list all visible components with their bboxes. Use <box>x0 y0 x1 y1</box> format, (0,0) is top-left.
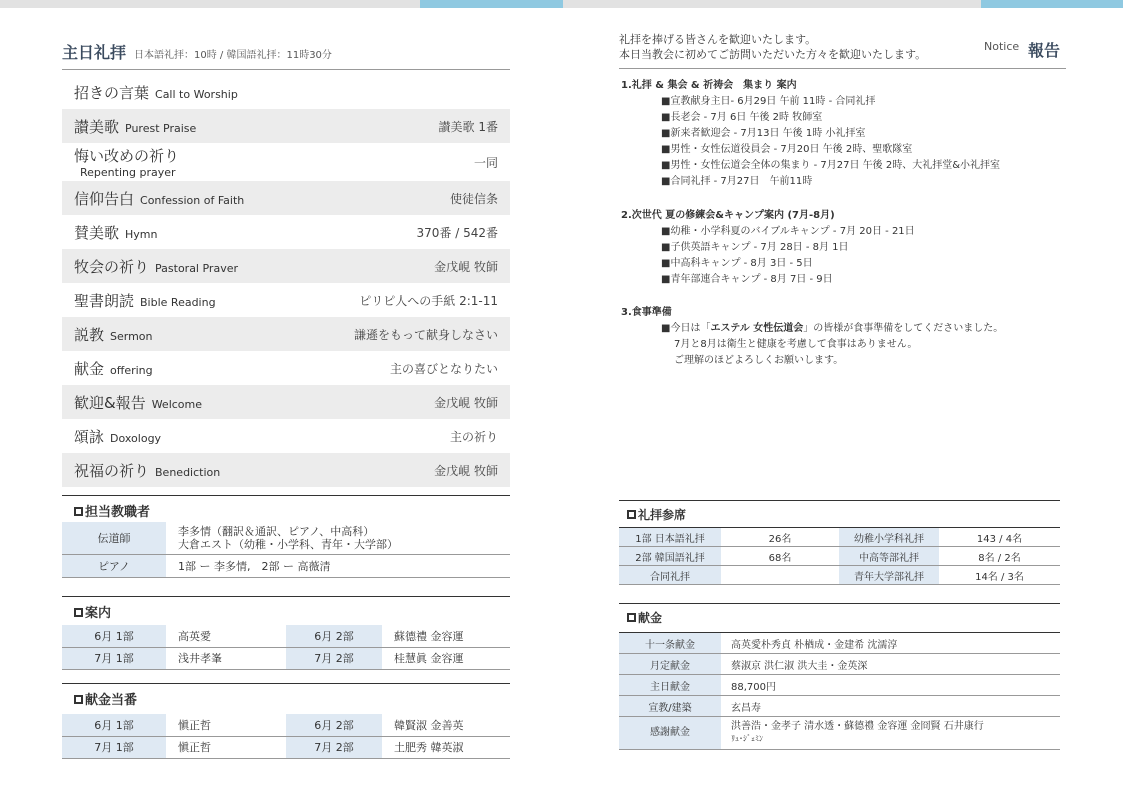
staff-role: ピアノ <box>62 554 166 577</box>
attendance-label: 幼稚小学科礼拝 <box>839 528 939 547</box>
attendance-title-text: 礼拝参席 <box>638 508 687 522</box>
order-item-jp: 祝福の祈り <box>74 461 150 480</box>
guide-name: 高英愛 <box>166 625 286 647</box>
order-item-jp: 牧会の祈り <box>74 257 150 276</box>
staff-title-text: 担当教職者 <box>85 505 151 520</box>
square-bullet-icon <box>627 613 636 622</box>
announcement-item: ■新来者歓迎会 - 7月13日 午後 1時 小礼拝室 <box>661 128 866 139</box>
order-row <box>62 109 510 143</box>
staff-names: 1部 ー 李多情, 2部 ー 高薇清 <box>166 554 510 577</box>
offering-names: 高英愛朴秀貞 朴楢成・金建希 沈濡淳 <box>721 633 1060 654</box>
guide-section-title <box>62 596 510 622</box>
announcement-item: ■中高科キャンプ - 8月 3日 - 5日 <box>661 258 813 269</box>
attendance-label: 2部 韓国語礼拝 <box>619 547 721 566</box>
offering-amount: 88,700円 <box>721 675 1060 696</box>
order-item-en: Benediction <box>155 465 221 479</box>
welcome-line: 本日当教会に初めてご訪問いただいた方々を歓迎いたします。 <box>619 48 927 61</box>
worship-header <box>62 40 510 70</box>
staff-line: 大倉エスト（幼稚・小学科、青年・大学部） <box>178 537 398 551</box>
duty-month: 7月 1部 <box>62 736 166 758</box>
staff-table <box>62 522 510 578</box>
order-item-en: Sermon <box>110 329 153 343</box>
order-item-jp: 献金 <box>74 359 105 378</box>
offering-names-line: ﾘｭ･ｼﾞｪﾐﾝ <box>731 734 763 743</box>
guide-month: 6月 1部 <box>62 625 166 647</box>
offering-names <box>721 717 1060 750</box>
order-item-en: Pastoral Praver <box>155 261 238 275</box>
order-item-value: 370番 / 542番 <box>416 225 498 240</box>
guide-name: 蘇德禮 金容運 <box>382 625 510 647</box>
offering-duty-title-text: 献金当番 <box>85 693 138 708</box>
order-item-value: ピリピ人への手紙 2:1-11 <box>359 293 498 308</box>
announcement-item: ■青年部連合キャンプ - 8月 7日 - 9日 <box>661 274 833 285</box>
order-item-en: Bible Reading <box>140 295 216 309</box>
duty-name: 韓賢淑 金善英 <box>382 714 510 736</box>
guide-table <box>62 625 510 670</box>
announcement-item: ■男性・女性伝道会全体の集まり - 7月27日 午後 2時、大礼拝堂&小礼拝室 <box>661 160 1001 171</box>
order-item-jp: 説教 <box>74 325 105 344</box>
order-item-value: 金戊峴 牧師 <box>434 463 498 478</box>
announcement-item: ■幼稚・小学科夏のバイブルキャンプ - 7月 20日 - 21日 <box>661 226 915 237</box>
order-row <box>62 215 510 249</box>
order-row <box>62 75 510 109</box>
announcement-item: ■宣教献身主日- 6月29日 午前 11時 - 合同礼拝 <box>661 96 876 107</box>
announcement-item: ■合同礼拝 - 7月27日 午前11時 <box>661 176 813 187</box>
table-row <box>619 654 1060 675</box>
order-item-value: 讃美歌 1番 <box>438 119 498 134</box>
square-bullet-icon <box>74 507 83 516</box>
announcement-item: ■子供英語キャンプ - 7月 28日 - 8月 1日 <box>661 242 849 253</box>
order-row <box>62 181 510 215</box>
duty-name: 土肥秀 韓英淑 <box>382 736 510 758</box>
order-item-jp: 賛美歌 <box>74 223 120 242</box>
table-row <box>62 625 510 647</box>
offering-type: 月定献金 <box>619 654 721 675</box>
order-item-en: Purest Praise <box>125 121 197 135</box>
worship-times: 日本語礼拝：10時 / 韓国語礼拝：11時30分 <box>134 50 332 61</box>
duty-month: 7月 2部 <box>286 736 382 758</box>
table-row <box>62 647 510 669</box>
attendance-count: 68名 <box>721 547 839 566</box>
table-row <box>62 522 510 554</box>
attendance-count: 26名 <box>721 528 839 547</box>
report-title: 報告 <box>1028 41 1061 60</box>
table-row <box>619 675 1060 696</box>
order-item-value: 金戊峴 牧師 <box>434 395 498 410</box>
offering-section-title <box>619 603 1060 627</box>
order-item-en: Doxology <box>110 431 162 445</box>
order-item-jp: 悔い改めの祈り <box>74 147 180 165</box>
duty-name: 愼正哲 <box>166 736 286 758</box>
table-row <box>619 717 1060 750</box>
guide-month: 7月 1部 <box>62 647 166 669</box>
offering-names: 蔡淑京 洪仁淑 洪大圭・金英深 <box>721 654 1060 675</box>
order-item-jp: 招きの言葉 <box>74 83 150 102</box>
attendance-section-title <box>619 500 1060 524</box>
order-item-value: 主の喜びとなりたい <box>389 361 498 376</box>
order-item-jp: 讃美歌 <box>74 117 120 136</box>
worship-order <box>62 75 510 487</box>
order-row <box>62 317 510 351</box>
announcement-section-1 <box>621 78 1000 190</box>
announcement-item: ■男性・女性伝道役員会 - 7月20日 午後 2時、聖歌隊室 <box>661 144 913 155</box>
guide-title-text: 案内 <box>85 606 112 621</box>
order-item-jp: 信仰告白 <box>74 189 135 208</box>
table-row <box>62 554 510 577</box>
attendance-table <box>619 527 1060 585</box>
guide-month: 7月 2部 <box>286 647 382 669</box>
staff-line: 李多情（翻訳＆通訳、ピアノ、中高科） <box>178 524 375 538</box>
announcement-item: ■長老会 - 7月 6日 午後 2時 牧師室 <box>661 112 823 123</box>
staff-section-title <box>62 495 510 521</box>
staff-role: 伝道師 <box>62 522 166 554</box>
order-row <box>62 283 510 317</box>
table-row <box>62 736 510 758</box>
order-row <box>62 351 510 385</box>
offering-table <box>619 632 1060 750</box>
top-bar-left-accent <box>420 0 563 8</box>
page-title: 主日礼拝 <box>62 43 127 62</box>
attendance-label: 青年大学部礼拝 <box>839 566 939 585</box>
guide-name: 浅井孝峯 <box>166 647 286 669</box>
order-item-en: Repenting prayer <box>80 166 176 179</box>
duty-month: 6月 1部 <box>62 714 166 736</box>
offering-names-line: 洪善浩・金孝子 清水透・蘇德禮 金容運 金冏賢 石井康行 <box>731 721 984 732</box>
table-row <box>619 696 1060 717</box>
announcement-section-3 <box>621 305 1003 369</box>
attendance-count <box>721 566 839 585</box>
offering-duty-section-title <box>62 683 510 709</box>
staff-names <box>166 522 510 554</box>
notice-label: Notice <box>984 40 1020 53</box>
announcement-emphasis: エステル 女性伝道会 <box>710 323 804 334</box>
announcement-section-2 <box>621 208 915 288</box>
order-item-value: 主の祈り <box>449 429 498 444</box>
order-item-value: 一同 <box>473 155 498 170</box>
order-row <box>62 385 510 419</box>
order-row <box>62 419 510 453</box>
announcement-heading: 2.次世代 夏の修練会&キャンプ案内 (7月-8月) <box>621 210 835 221</box>
top-bar-right-accent <box>981 0 1123 8</box>
table-row <box>619 528 1060 547</box>
guide-name: 桂慧眞 金容運 <box>382 647 510 669</box>
announcement-text: ■今日は「 <box>661 323 711 334</box>
order-item-en: offering <box>110 363 153 377</box>
announcement-heading: 1.礼拝 & 集会 & 祈祷会 集まり 案内 <box>621 80 797 91</box>
order-item-en: Confession of Faith <box>140 193 245 207</box>
square-bullet-icon <box>627 510 636 519</box>
welcome-line: 礼拝を捧げる皆さんを歓迎いたします。 <box>619 33 817 46</box>
order-item-value: 金戊峴 牧師 <box>434 259 498 274</box>
offering-title-text: 献金 <box>638 611 663 625</box>
duty-month: 6月 2部 <box>286 714 382 736</box>
attendance-label: 1部 日本語礼拝 <box>619 528 721 547</box>
divider <box>619 68 1066 69</box>
order-item-en: Welcome <box>151 397 203 411</box>
announcement-item: 7月と8月は衛生と健康を考慮して食事はありません。 <box>674 339 918 350</box>
welcome-message <box>619 32 926 62</box>
announcement-item: ご理解のほどよろしくお願いします。 <box>674 355 844 366</box>
table-row <box>62 714 510 736</box>
attendance-count: 143 / 4名 <box>939 528 1060 547</box>
offering-duty-table <box>62 714 510 759</box>
table-row <box>619 566 1060 585</box>
order-item-jp: 歓迎&報告 <box>74 393 146 412</box>
guide-month: 6月 2部 <box>286 625 382 647</box>
top-bar-left <box>0 0 420 8</box>
square-bullet-icon <box>74 608 83 617</box>
top-bar-right <box>563 0 981 8</box>
attendance-count: 8名 / 2名 <box>939 547 1060 566</box>
offering-names: 玄昌寿 <box>721 696 1060 717</box>
attendance-label: 中高等部礼拝 <box>839 547 939 566</box>
announcement-item <box>621 321 1003 337</box>
attendance-count: 14名 / 3名 <box>939 566 1060 585</box>
order-row <box>62 249 510 283</box>
table-row <box>619 547 1060 566</box>
announcement-text: 」の皆様が食事準備をしてくださいました。 <box>803 323 1004 334</box>
order-item-jp: 頌詠 <box>74 427 105 446</box>
order-item-jp: 聖書朗読 <box>74 291 135 310</box>
square-bullet-icon <box>74 695 83 704</box>
offering-type: 主日献金 <box>619 675 721 696</box>
offering-type: 感謝献金 <box>619 717 721 750</box>
order-item-value: 使徒信条 <box>449 191 498 206</box>
duty-name: 愼正哲 <box>166 714 286 736</box>
order-item-en: Call to Worship <box>155 87 238 101</box>
offering-type: 宣教/建築 <box>619 696 721 717</box>
attendance-label: 合同礼拝 <box>619 566 721 585</box>
announcement-heading: 3.食事準備 <box>621 307 672 318</box>
order-row <box>62 143 510 181</box>
order-item-en: Hymn <box>125 227 158 241</box>
order-item-value: 謙遜をもって献身しなさい <box>353 327 498 342</box>
offering-type: 十一条献金 <box>619 633 721 654</box>
table-row <box>619 633 1060 654</box>
order-row <box>62 453 510 487</box>
